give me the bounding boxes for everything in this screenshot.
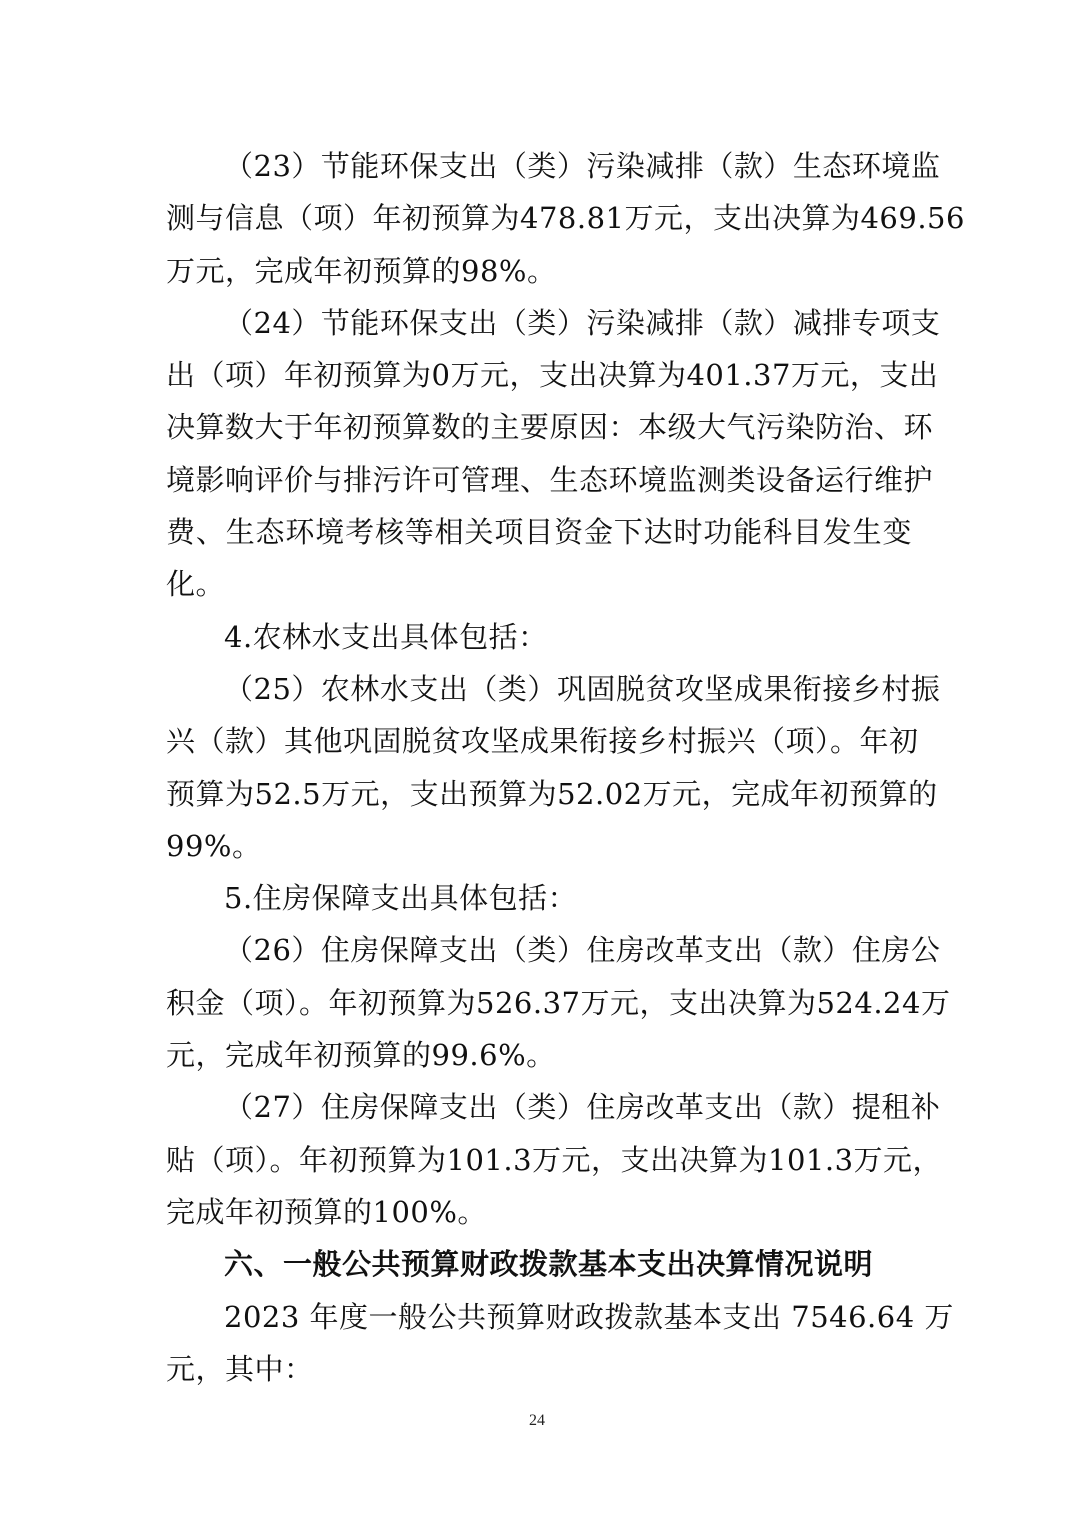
paragraph-basic-expenditure — [166, 1291, 954, 1396]
text-line: 境影响评价与排污许可管理、生态环境监测类设备运行维护 — [166, 462, 934, 497]
paragraph-item-26 — [166, 924, 951, 1081]
paragraph-item-24 — [166, 297, 941, 611]
text-line: 费、生态环境考核等相关项目资金下达时功能科目发生变 — [166, 515, 912, 550]
text-line: 完成年初预算的100%。 — [166, 1194, 487, 1229]
text-line: 5.住房保障支出具体包括： — [224, 881, 578, 916]
text-line: 万元，完成年初预算的98%。 — [166, 253, 557, 288]
page-number: 24 — [529, 1412, 545, 1429]
text-line: 预算为52.5万元，支出预算为52.02万元，完成年初预算的 — [166, 776, 938, 811]
text-line: 决算数大于年初预算数的主要原因：本级大气污染防治、环 — [166, 410, 934, 445]
text-line: 元，其中： — [166, 1351, 314, 1386]
text-line: 积金（项）。年初预算为526.37万元，支出决算为524.24万 — [166, 985, 951, 1020]
document-body — [166, 140, 965, 1395]
section-5-title — [166, 872, 912, 924]
text-line: （25）农林水支出（类）巩固脱贫攻坚成果衔接乡村振 — [224, 671, 941, 706]
text-line: 2023 年度一般公共预算财政拨款基本支出 7546.64 万 — [224, 1299, 954, 1334]
text-line: 化。 — [166, 567, 226, 602]
text-line: （23）节能环保支出（类）污染减排（款）生态环境监 — [224, 149, 941, 183]
text-line: 4.农林水支出具体包括： — [224, 619, 548, 654]
text-line: （27）住房保障支出（类）住房改革支出（款）提租补 — [224, 1090, 941, 1125]
text-line: 出（项）年初预算为0万元，支出决算为401.37万元，支出 — [166, 358, 939, 393]
text-line: 测与信息（项）年初预算为478.81万元，支出决算为469.56 — [166, 201, 965, 236]
paragraph-item-27 — [166, 1081, 943, 1238]
text-line: 元，完成年初预算的99.6%。 — [166, 1038, 556, 1073]
section-6-heading — [166, 1238, 912, 1290]
paragraph-item-25 — [166, 663, 941, 872]
text-line: 兴（款）其他巩固脱贫攻坚成果衔接乡村振兴（项）。年初 — [166, 724, 919, 759]
text-line: 99%。 — [166, 828, 262, 863]
text-line: （24）节能环保支出（类）污染减排（款）减排专项支 — [224, 305, 941, 340]
heading-line: 六、一般公共预算财政拨款基本支出决算情况说明 — [224, 1247, 874, 1282]
section-4-title — [166, 611, 912, 663]
paragraph-item-23 — [166, 140, 965, 297]
text-line: （26）住房保障支出（类）住房改革支出（款）住房公 — [224, 933, 941, 968]
text-line: 贴（项）。年初预算为101.3万元，支出决算为101.3万元， — [166, 1142, 943, 1177]
